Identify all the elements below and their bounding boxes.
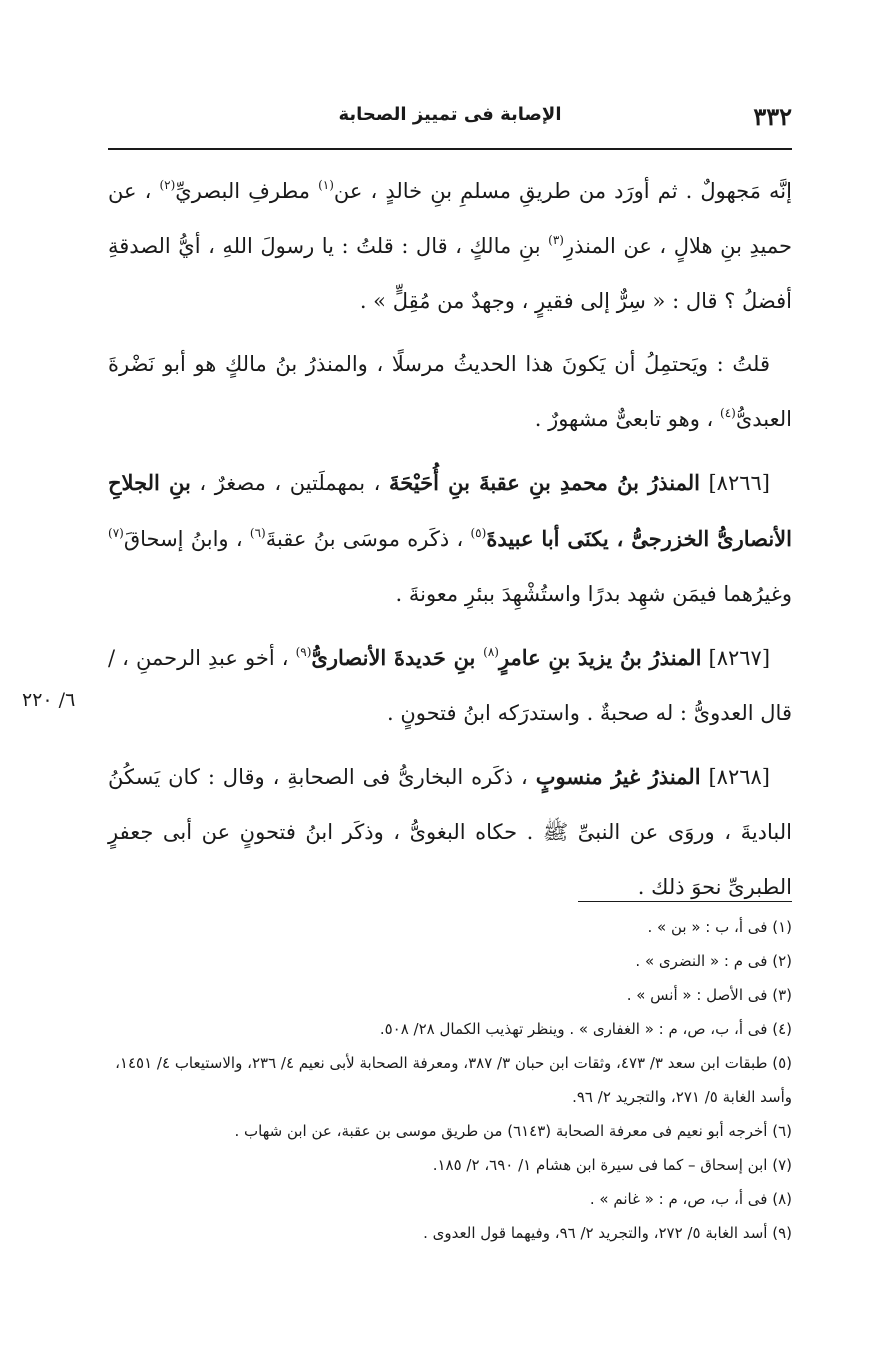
- footnote: (٧) ابن إسحاق – كما فى سيرة ابن هشام ١/ ٦٩٠، ٢/ ١٨٥.: [432, 1156, 792, 1174]
- text-run: وغيرُهما فيمَن شهِد بدرًا واستُشْهِدَ ببئرِ معونةَ .: [395, 582, 792, 606]
- footnote-ref: (٣): [548, 233, 564, 247]
- footnote: (٥) طبقات ابن سعد ٣/ ٤٧٣، وثقات ابن حبان ٣/ ٣٨٧، ومعرفة الصحابة لأبى نعيم ٤/ ٢٣٦، والاستيعاب ٤/ ١٤٥١، وأسد الغابة ٥/ ٢٧١، والتجريد ٢/ ٩٦.: [115, 1054, 792, 1106]
- text-run: مطرفِ البصريِّ: [175, 179, 319, 203]
- footnotes-rule: [578, 901, 792, 902]
- text-run: ، بمهملَتين ، مصغرٌ ،: [190, 471, 389, 495]
- footnote-ref: (١): [318, 178, 334, 192]
- entry-number: [٨٢٦٧]: [701, 646, 771, 670]
- footnote-ref: (٩): [295, 645, 312, 659]
- entry-8266: [108, 455, 792, 622]
- text-run: إنَّه مَجهولٌ . ثم أورَد من طريقِ مسلمِ بنِ خالدٍ ، عن: [333, 179, 792, 203]
- footnote-ref: (٤): [720, 406, 736, 420]
- footnote: (١) فى أ، ب : « بن » .: [647, 918, 792, 936]
- footnote: (٢) فى م : « النضرى » .: [635, 952, 792, 970]
- entry-8267: [108, 630, 792, 741]
- main-text: [108, 164, 792, 915]
- text-run: ، ذكَره البخارىُّ فى الصحابةِ ، وقال : كان يَسكُنُ الباديةَ ، وروَى عن النبىِّ ﷺ . حكاه البغوىُّ ، وذكَر ابنُ فتحونٍ عن أبى جعفرٍ الطبرىِّ نحوَ ذلك .: [108, 765, 792, 899]
- footnote: (٦) أخرجه أبو نعيم فى معرفة الصحابة (٦١٤٣) من طريق موسى بن عقبة، عن ابن شهاب .: [234, 1122, 792, 1140]
- entry-name: بنِ حَديدةَ الأنصارىُّ: [311, 645, 484, 670]
- header-rule: [108, 148, 792, 150]
- entry-name: المنذرُ بنُ يزيدَ بنِ عامرٍ: [498, 645, 702, 670]
- footnote-ref: (٥): [470, 526, 487, 540]
- text-run: ، وهو تابعىٌّ مشهورٌ .: [534, 407, 720, 431]
- entry-number: [٨٢٦٦]: [699, 471, 770, 495]
- paragraph-comment: [108, 337, 792, 447]
- entry-name: بنِ الجلاحِ الأنصارىُّ الخزرجىُّ ، يكنَى أبا عبيدةَ: [108, 470, 792, 551]
- footnote-ref: (٨): [483, 645, 499, 659]
- paragraph-hadith: [108, 164, 792, 329]
- entry-name: المنذرُ بنُ محمدِ بنِ عقبةَ بنِ أُحَيْحَةَ: [388, 470, 700, 495]
- footnote-ref: (٧): [108, 526, 124, 540]
- footnote: (٤) فى أ، ب، ص، م : « الغفارى » . وينظر تهذيب الكمال ٢٨/ ٥٠٨.: [379, 1020, 792, 1038]
- text-run: ، وابنُ إسحاقَ: [123, 527, 250, 551]
- footnotes: [108, 910, 792, 1250]
- text-run: ، ذكَره موسَى بنُ عقبةَ: [265, 527, 471, 551]
- footnote: (٨) فى أ، ب، ص، م : « غانم » .: [589, 1190, 792, 1208]
- footnote-ref: (٢): [159, 178, 176, 192]
- footnote: (٣) فى الأصل : « أنس » .: [626, 986, 792, 1004]
- page-header: [108, 98, 792, 142]
- footnote: (٩) أسد الغابة ٥/ ٢٧٢، والتجريد ٢/ ٩٦، وفيهما قول العدوى .: [423, 1224, 792, 1242]
- text-run: ، أخو عبدِ الرحمنِ ، / قال العدوىُّ : له صحبةٌ . واستدرَكه ابنُ فتحونٍ .: [108, 646, 792, 725]
- text-run: ، عن حميدِ بنِ هلالٍ ، عن المنذرِ: [108, 179, 792, 258]
- entry-8268: [108, 749, 792, 915]
- page-number: ٣٣٢: [753, 102, 792, 131]
- entry-name: المنذرُ غيرُ منسوبٍ: [535, 764, 701, 789]
- footnote-ref: (٦): [249, 526, 266, 540]
- running-title: الإصابة فى تمييز الصحابة: [338, 104, 562, 125]
- margin-page-reference: ٦/ ٢٢٠: [22, 689, 76, 711]
- text-run: بنِ مالكٍ ، قال : قلتُ : يا رسولَ اللهِ ، أيُّ الصدقةِ أفضلُ ؟ قال : « سِرٌّ إلى فقيرٍ ، وجهدٌ من مُقِلٍّ » .: [108, 234, 792, 313]
- entry-number: [٨٢٦٨]: [700, 765, 770, 789]
- text-run: قلتُ : ويَحتمِلُ أن يَكونَ هذا الحديثُ مرسلًا ، والمنذرُ بنُ مالكٍ هو أبو نَضْرةَ العبدىُّ: [108, 352, 792, 431]
